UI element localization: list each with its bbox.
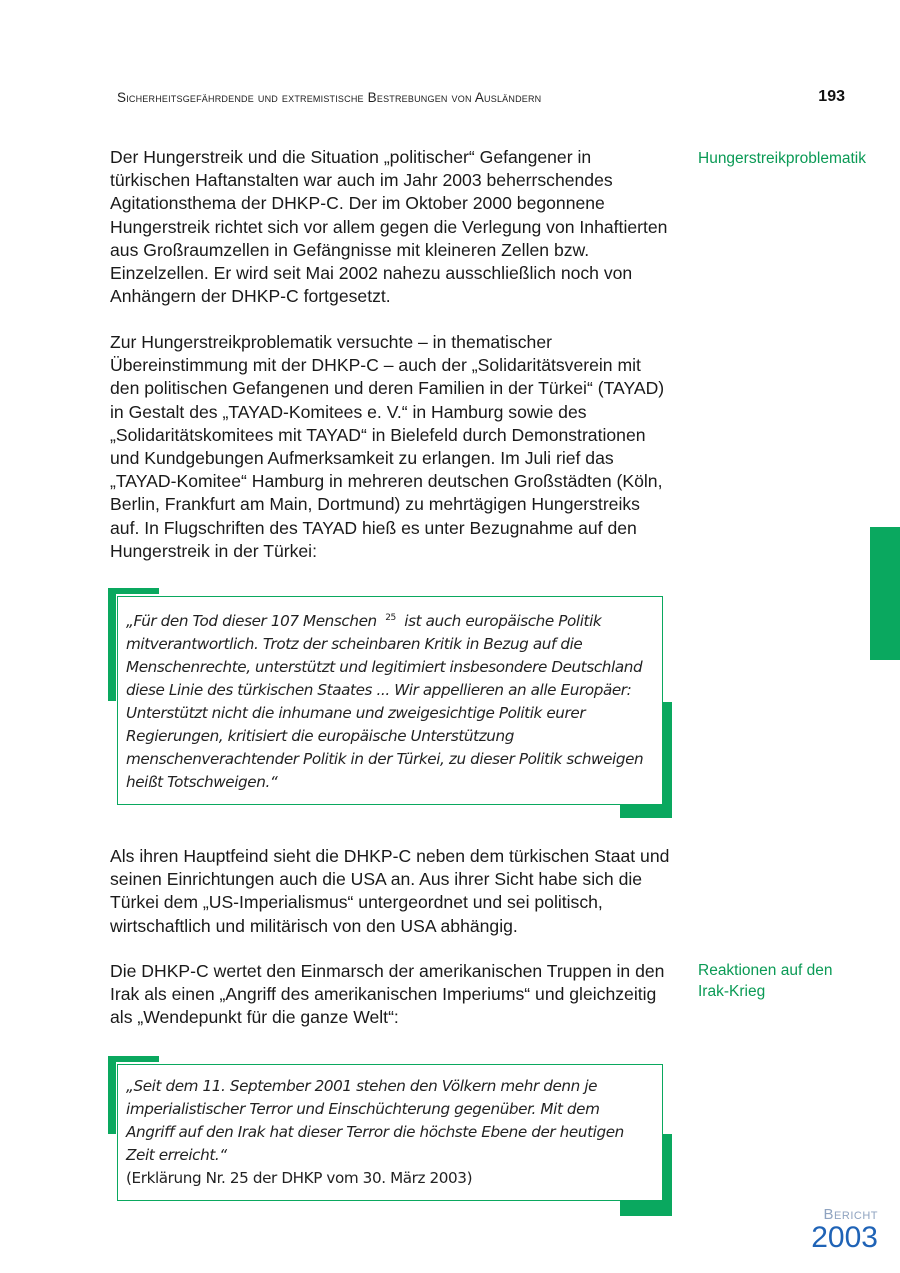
report-logo-year: 2003 (811, 1221, 878, 1254)
quote-1-text-rest: ist auch europäische Politik mitverantwortlich. Trotz der scheinbaren Kritik in Bezug auf die Menschenrechte, unterstützt und legitimiert insbesondere Deutschland diese Linie des türkischen Staates ... Wir appellieren an alle Europäer: Unterstützt nicht die inhumane und zweigesichtige Politik eurer Regierungen, kritisiert die europäische Unterstützung menschenverachtender Politik in der Türkei, zu dieser Politik schweigen heißt Totschweigen.“ (126, 612, 644, 792)
paragraph-2: Zur Hungerstreikproblematik versuchte – in thematischer Übereinstimmung mit der DHKP-C – auch der „Solidaritätsverein mit den politischen Gefangenen und deren Familien in der Türkei“ (TAYAD) in Gestalt des „TAYAD-Komitees e. V.“ in Hamburg sowie des „Solidaritätskomitees mit TAYAD“ in Bielefeld durch Demonstrationen und Kundgebungen Aufmerksamkeit zu erlangen. Im Juli rief das „TAYAD-Komitee“ Hamburg in mehreren deutschen Großstädten (Köln, Berlin, Frankfurt am Main, Dortmund) zu mehrtägigen Hungerstreiks auf. In Flugschriften des TAYAD hieß es unter Bezugnahme auf den Hungerstreik in der Türkei: (110, 332, 665, 561)
margin-note-irak: Reaktionen auf den Irak-Krieg (698, 962, 833, 1000)
quote-2-source: (Erklärung Nr. 25 der DHKP vom 30. März 2003) (126, 1169, 473, 1187)
quote-box-1 (117, 596, 663, 805)
quote-2-text: „Seit dem 11. September 2001 stehen den Völkern mehr denn je imperialistischer Terror und Einschüchterung gegenüber. Mit dem Angriff auf den Irak hat dieser Terror die höchste Ebene der heutigen Zeit erreicht.“ (126, 1077, 624, 1164)
report-logo (811, 1207, 878, 1253)
quote-corner-bar-left (108, 1056, 116, 1134)
paragraph-4: Die DHKP-C wertet den Einmarsch der amerikanischen Truppen in den Irak als einen „Angriff des amerikanischen Imperiums“ und gleichzeitig als „Wendepunkt für die ganze Welt“: (110, 961, 665, 1028)
chapter-tab-marker (870, 527, 900, 660)
paragraph-1: Der Hungerstreik und die Situation „politischer“ Gefangener in türkischen Haftanstalten war auch im Jahr 2003 beherrschendes Agitationsthema der DHKP-C. Der im Oktober 2000 begonnene Hungerstreik richtet sich vor allem gegen die Verlegung von Inhaftierten aus Großraumzellen in Gefängnisse mit kleineren Zellen bzw. Einzelzellen. Er wird seit Mai 2002 nahezu ausschließlich noch von Anhängern der DHKP-C fortgesetzt. (110, 147, 668, 307)
quote-1-text-start: „Für den Tod dieser 107 Menschen (126, 612, 377, 631)
footnote-ref: 25 (385, 613, 396, 623)
quote-box-2 (117, 1064, 663, 1201)
page-number: 193 (818, 88, 845, 105)
report-logo-word: Bericht (823, 1206, 878, 1223)
running-header (117, 88, 845, 110)
paragraph-3: Als ihren Hauptfeind sieht die DHKP-C neben dem türkischen Staat und seinen Einrichtungen auch die USA an. Aus ihrer Sicht habe sich die Türkei dem „US-Imperialismus“ untergeordnet und sei politisch, wirtschaftlich und militärisch von den USA abhängig. (110, 846, 670, 936)
quote-block-1 (108, 588, 673, 818)
quote-block-2 (108, 1056, 673, 1216)
margin-note-hungerstreik: Hungerstreikproblematik (698, 150, 866, 167)
header-title: Sicherheitsgefährdende und extremistische Bestrebungen von Ausländern (117, 90, 542, 105)
quote-corner-bar-left (108, 588, 116, 701)
